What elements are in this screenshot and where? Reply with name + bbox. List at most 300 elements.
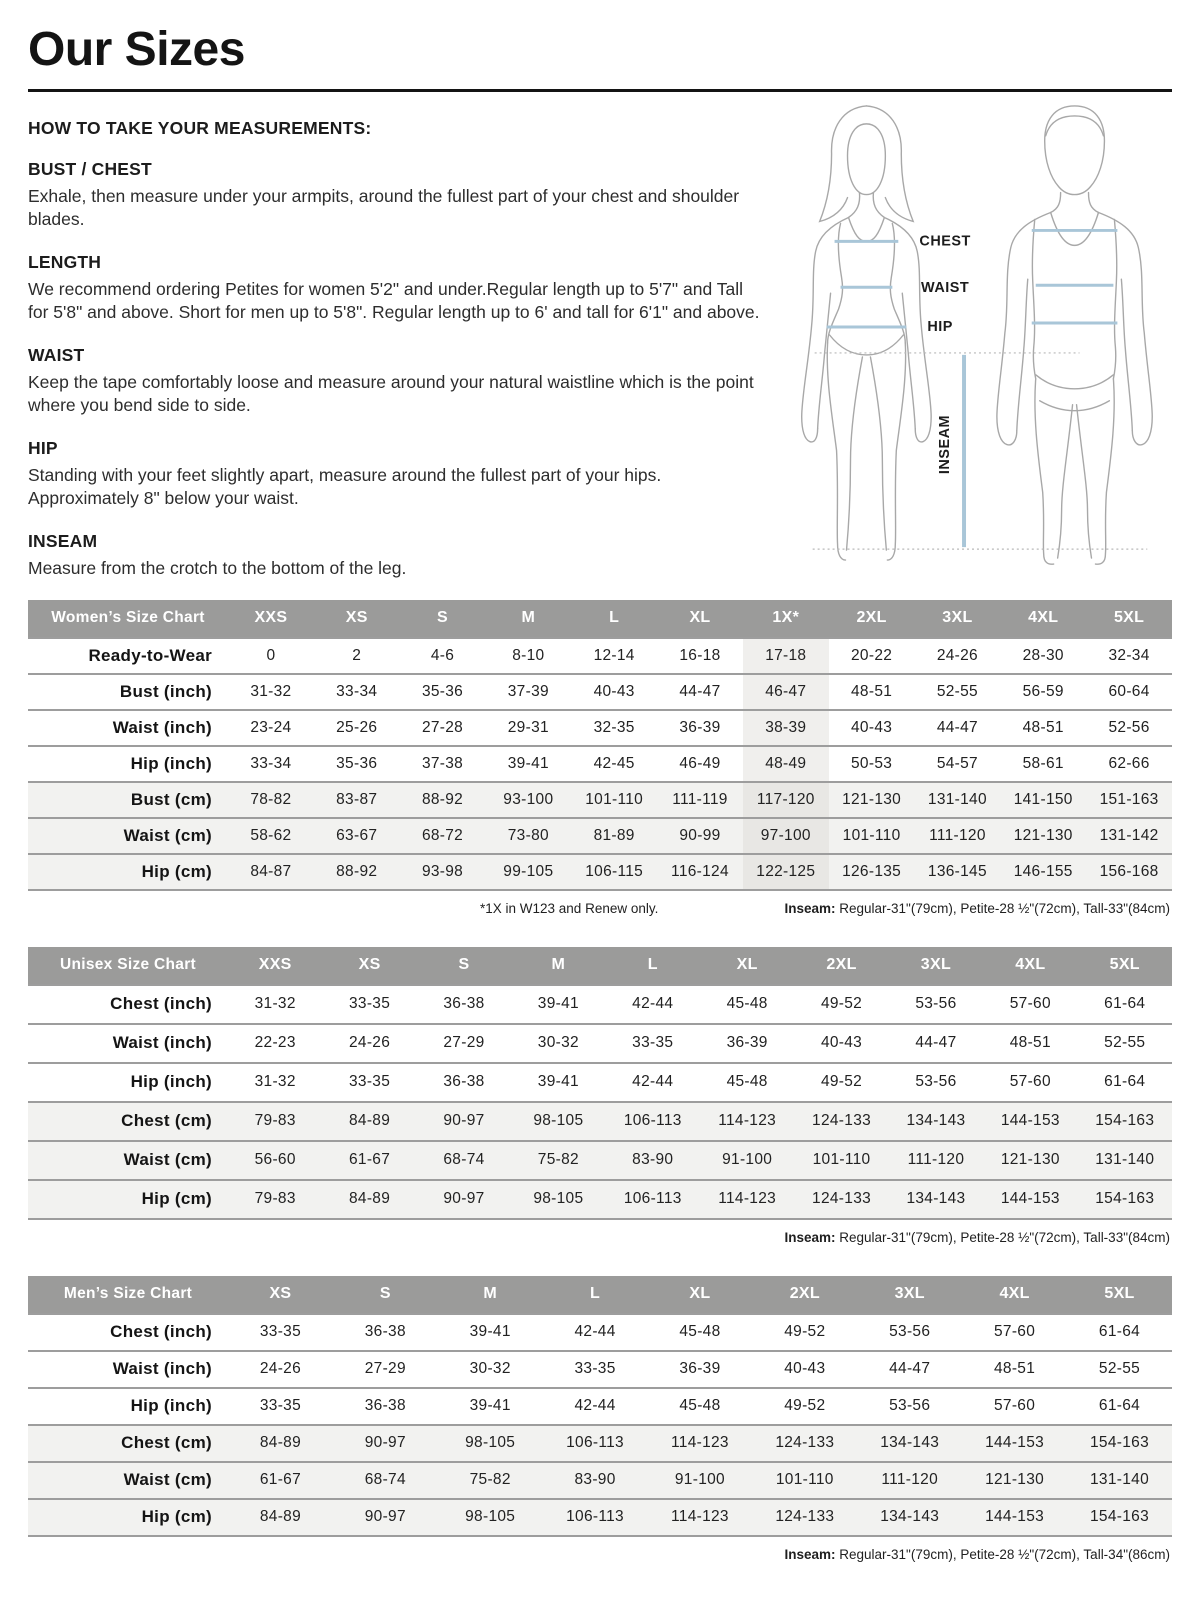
size-cell: 117-120 — [743, 782, 829, 818]
size-cell: 126-135 — [829, 854, 915, 890]
size-column-header: L — [543, 1276, 648, 1314]
size-cell: 91-100 — [700, 1141, 794, 1180]
size-cell: 22-23 — [228, 1024, 322, 1063]
row-label: Chest (cm) — [28, 1425, 228, 1462]
mens-inseam-note-text: Regular-31"(79cm), Petite-28 ½"(72cm), Tall-34"(86cm) — [835, 1546, 1170, 1562]
size-cell: 62-66 — [1086, 746, 1172, 782]
size-column-header: 3XL — [857, 1276, 962, 1314]
size-cell: 131-142 — [1086, 818, 1172, 854]
inseam-label: INSEAM — [937, 415, 954, 475]
size-cell: 101-110 — [752, 1462, 857, 1499]
size-cell: 131-140 — [1067, 1462, 1172, 1499]
row-label: Waist (cm) — [28, 1141, 228, 1180]
size-cell: 61-64 — [1067, 1314, 1172, 1351]
size-cell: 49-52 — [794, 1063, 888, 1102]
chest-label: CHEST — [919, 233, 971, 250]
size-cell: 27-29 — [333, 1351, 438, 1388]
size-column-header: S — [333, 1276, 438, 1314]
size-cell: 93-98 — [400, 854, 486, 890]
size-cell: 40-43 — [752, 1351, 857, 1388]
size-cell: 36-38 — [333, 1388, 438, 1425]
size-cell: 146-155 — [1000, 854, 1086, 890]
size-cell: 42-44 — [543, 1388, 648, 1425]
page-title: Our Sizes — [28, 23, 245, 76]
unisex-inseam-note-text: Regular-31"(79cm), Petite-28 ½"(72cm), Tall-33"(84cm) — [835, 1229, 1170, 1245]
measurements-section — [28, 96, 1172, 580]
row-label: Hip (cm) — [28, 1499, 228, 1536]
size-column-header: M — [485, 600, 571, 638]
womens-1x-footnote: *1X in W123 and Renew only. — [480, 900, 659, 916]
table-row — [28, 746, 1172, 782]
unisex-size-table — [28, 947, 1172, 1220]
size-cell: 36-38 — [417, 985, 511, 1024]
size-column-header: 3XL — [915, 600, 1001, 638]
size-cell: 61-64 — [1078, 985, 1172, 1024]
size-cell: 97-100 — [743, 818, 829, 854]
size-cell: 8-10 — [485, 638, 571, 674]
size-cell: 52-55 — [915, 674, 1001, 710]
section-heading-hip: HIP — [28, 437, 58, 458]
size-cell: 75-82 — [511, 1141, 605, 1180]
size-cell: 45-48 — [700, 985, 794, 1024]
size-cell: 90-99 — [657, 818, 743, 854]
size-table — [28, 1276, 1172, 1537]
size-cell: 111-120 — [857, 1462, 962, 1499]
measurement-instructions — [28, 96, 763, 580]
row-label: Waist (inch) — [28, 710, 228, 746]
size-cell: 38-39 — [743, 710, 829, 746]
size-cell: 75-82 — [438, 1462, 543, 1499]
size-cell: 52-55 — [1078, 1024, 1172, 1063]
section-text-waist: Keep the tape comfortably loose and measure around your natural waistline which is the point where you bend side to side. — [28, 371, 754, 416]
unisex-inseam-note — [784, 1230, 1170, 1245]
size-column-header: 1X* — [743, 600, 829, 638]
size-cell: 48-51 — [1000, 710, 1086, 746]
size-cell: 50-53 — [829, 746, 915, 782]
size-cell: 154-163 — [1078, 1180, 1172, 1219]
size-cell: 124-133 — [752, 1499, 857, 1536]
size-cell: 33-34 — [314, 674, 400, 710]
row-label: Hip (inch) — [28, 746, 228, 782]
size-column-header: S — [417, 947, 511, 985]
size-cell: 154-163 — [1067, 1425, 1172, 1462]
row-label: Chest (inch) — [28, 985, 228, 1024]
size-cell: 27-29 — [417, 1024, 511, 1063]
table-row — [28, 1462, 1172, 1499]
size-cell: 121-130 — [962, 1462, 1067, 1499]
row-label: Waist (inch) — [28, 1024, 228, 1063]
row-label: Hip (cm) — [28, 854, 228, 890]
size-column-header: L — [606, 947, 700, 985]
table-title: Unisex Size Chart — [28, 947, 228, 985]
size-cell: 24-26 — [322, 1024, 416, 1063]
size-cell: 144-153 — [983, 1102, 1077, 1141]
size-column-header: M — [511, 947, 605, 985]
womens-size-chart-section — [28, 600, 1172, 921]
size-cell: 30-32 — [438, 1351, 543, 1388]
mens-inseam-note — [784, 1547, 1170, 1562]
size-cell: 36-39 — [700, 1024, 794, 1063]
womens-inseam-note-label: Inseam: — [784, 900, 836, 916]
unisex-size-chart-section — [28, 947, 1172, 1250]
row-label: Waist (cm) — [28, 818, 228, 854]
size-cell: 124-133 — [794, 1180, 888, 1219]
size-cell: 58-61 — [1000, 746, 1086, 782]
size-cell: 83-90 — [606, 1141, 700, 1180]
size-cell: 42-44 — [606, 985, 700, 1024]
size-cell: 56-60 — [228, 1141, 322, 1180]
section-heading-length: LENGTH — [28, 251, 102, 272]
unisex-table-notes — [28, 1230, 1172, 1250]
size-cell: 27-28 — [400, 710, 486, 746]
size-column-header: XL — [657, 600, 743, 638]
size-cell: 44-47 — [857, 1351, 962, 1388]
size-column-header: 2XL — [829, 600, 915, 638]
size-cell: 61-67 — [322, 1141, 416, 1180]
size-column-header: 5XL — [1086, 600, 1172, 638]
size-column-header: 5XL — [1067, 1276, 1172, 1314]
size-column-header: 5XL — [1078, 947, 1172, 985]
section-text-length: We recommend ordering Petites for women 5'2" and under.Regular length up to 5'7" and Tall for 5'8" and above. Short for men up to 5'8". Regular length up to 6' and tall for 6'1" and above. — [28, 278, 760, 323]
size-cell: 29-31 — [485, 710, 571, 746]
size-cell: 36-39 — [657, 710, 743, 746]
row-label: Hip (inch) — [28, 1063, 228, 1102]
size-cell: 134-143 — [889, 1102, 983, 1141]
size-cell: 98-105 — [511, 1180, 605, 1219]
size-cell: 60-64 — [1086, 674, 1172, 710]
size-cell: 83-87 — [314, 782, 400, 818]
size-cell: 52-56 — [1086, 710, 1172, 746]
table-row — [28, 1351, 1172, 1388]
size-cell: 48-51 — [829, 674, 915, 710]
size-cell: 42-44 — [543, 1314, 648, 1351]
size-cell: 91-100 — [648, 1462, 753, 1499]
size-cell: 121-130 — [983, 1141, 1077, 1180]
size-cell: 23-24 — [228, 710, 314, 746]
title-divider — [28, 89, 1172, 92]
size-cell: 36-38 — [333, 1314, 438, 1351]
size-cell: 111-120 — [915, 818, 1001, 854]
size-cell: 73-80 — [485, 818, 571, 854]
size-cell: 53-56 — [857, 1388, 962, 1425]
size-cell: 39-41 — [485, 746, 571, 782]
table-row — [28, 818, 1172, 854]
size-cell: 114-123 — [648, 1425, 753, 1462]
size-cell: 20-22 — [829, 638, 915, 674]
size-cell: 48-51 — [983, 1024, 1077, 1063]
size-cell: 33-35 — [606, 1024, 700, 1063]
row-label: Bust (cm) — [28, 782, 228, 818]
table-row — [28, 674, 1172, 710]
table-row — [28, 782, 1172, 818]
size-cell: 33-35 — [228, 1314, 333, 1351]
figures-illustration — [768, 96, 1172, 574]
size-cell: 53-56 — [889, 985, 983, 1024]
size-cell: 33-34 — [228, 746, 314, 782]
size-column-header: M — [438, 1276, 543, 1314]
size-cell: 25-26 — [314, 710, 400, 746]
size-cell: 134-143 — [857, 1425, 962, 1462]
size-column-header: XS — [314, 600, 400, 638]
size-column-header: XS — [322, 947, 416, 985]
size-cell: 111-120 — [889, 1141, 983, 1180]
mens-size-table — [28, 1276, 1172, 1537]
section-text-hip: Standing with your feet slightly apart, measure around the fullest part of your hips. Approximately 8" below your waist. — [28, 464, 662, 509]
size-cell: 40-43 — [794, 1024, 888, 1063]
size-cell: 134-143 — [857, 1499, 962, 1536]
size-cell: 116-124 — [657, 854, 743, 890]
size-cell: 121-130 — [1000, 818, 1086, 854]
size-column-header: 2XL — [752, 1276, 857, 1314]
table-row — [28, 1499, 1172, 1536]
size-cell: 101-110 — [794, 1141, 888, 1180]
size-cell: 0 — [228, 638, 314, 674]
size-cell: 83-90 — [543, 1462, 648, 1499]
size-cell: 39-41 — [438, 1388, 543, 1425]
size-cell: 88-92 — [314, 854, 400, 890]
table-row — [28, 1388, 1172, 1425]
size-cell: 37-38 — [400, 746, 486, 782]
size-cell: 37-39 — [485, 674, 571, 710]
size-cell: 134-143 — [889, 1180, 983, 1219]
size-cell: 106-113 — [606, 1180, 700, 1219]
size-cell: 90-97 — [333, 1499, 438, 1536]
size-cell: 106-113 — [543, 1425, 648, 1462]
size-cell: 36-38 — [417, 1063, 511, 1102]
size-cell: 58-62 — [228, 818, 314, 854]
size-cell: 57-60 — [962, 1314, 1067, 1351]
table-row — [28, 638, 1172, 674]
size-cell: 17-18 — [743, 638, 829, 674]
size-cell: 39-41 — [438, 1314, 543, 1351]
size-cell: 99-105 — [485, 854, 571, 890]
size-cell: 54-57 — [915, 746, 1001, 782]
size-cell: 33-35 — [543, 1351, 648, 1388]
size-cell: 98-105 — [438, 1425, 543, 1462]
size-cell: 57-60 — [983, 985, 1077, 1024]
size-cell: 35-36 — [314, 746, 400, 782]
size-cell: 124-133 — [752, 1425, 857, 1462]
size-cell: 4-6 — [400, 638, 486, 674]
size-cell: 101-110 — [571, 782, 657, 818]
size-cell: 48-51 — [962, 1351, 1067, 1388]
unisex-inseam-note-label: Inseam: — [784, 1229, 836, 1245]
womens-inseam-note-text: Regular-31"(79cm), Petite-28 ½"(72cm), Tall-33"(84cm) — [835, 900, 1170, 916]
size-cell: 53-56 — [889, 1063, 983, 1102]
mens-inseam-note-label: Inseam: — [784, 1546, 836, 1562]
row-label: Chest (cm) — [28, 1102, 228, 1141]
size-cell: 114-123 — [700, 1102, 794, 1141]
size-guide-page — [28, 22, 1172, 1567]
size-cell: 40-43 — [829, 710, 915, 746]
body-measurement-diagram — [763, 96, 1172, 580]
size-column-header: 3XL — [889, 947, 983, 985]
size-cell: 84-89 — [322, 1180, 416, 1219]
size-cell: 136-145 — [915, 854, 1001, 890]
size-cell: 61-64 — [1067, 1388, 1172, 1425]
size-cell: 61-67 — [228, 1462, 333, 1499]
section-heading-inseam: INSEAM — [28, 530, 98, 551]
size-cell: 35-36 — [400, 674, 486, 710]
size-cell: 33-35 — [228, 1388, 333, 1425]
measurement-lines — [813, 230, 1148, 549]
size-cell: 78-82 — [228, 782, 314, 818]
size-cell: 42-44 — [606, 1063, 700, 1102]
size-cell: 36-39 — [648, 1351, 753, 1388]
size-cell: 56-59 — [1000, 674, 1086, 710]
size-column-header: 4XL — [983, 947, 1077, 985]
size-cell: 39-41 — [511, 1063, 605, 1102]
size-cell: 111-119 — [657, 782, 743, 818]
section-heading-bust-chest: BUST / CHEST — [28, 159, 152, 179]
table-title: Men’s Size Chart — [28, 1276, 228, 1314]
section-text-bust-chest: Exhale, then measure under your armpits, around the fullest part of your chest and shoulder blades. — [28, 186, 740, 230]
size-cell: 31-32 — [228, 985, 322, 1024]
size-cell: 98-105 — [438, 1499, 543, 1536]
size-cell: 144-153 — [962, 1499, 1067, 1536]
size-cell: 42-45 — [571, 746, 657, 782]
size-cell: 24-26 — [228, 1351, 333, 1388]
size-cell: 57-60 — [962, 1388, 1067, 1425]
size-cell: 30-32 — [511, 1024, 605, 1063]
size-cell: 151-163 — [1086, 782, 1172, 818]
table-row — [28, 1024, 1172, 1063]
table-title: Women’s Size Chart — [28, 600, 228, 638]
size-table — [28, 600, 1172, 891]
size-cell: 32-35 — [571, 710, 657, 746]
size-cell: 31-32 — [228, 674, 314, 710]
size-cell: 84-89 — [228, 1425, 333, 1462]
size-cell: 156-168 — [1086, 854, 1172, 890]
size-cell: 131-140 — [915, 782, 1001, 818]
table-row — [28, 1180, 1172, 1219]
size-cell: 33-35 — [322, 1063, 416, 1102]
female-figure-outline — [802, 106, 931, 560]
size-column-header: XXS — [228, 600, 314, 638]
size-cell: 84-89 — [228, 1499, 333, 1536]
size-cell: 101-110 — [829, 818, 915, 854]
size-cell: 106-115 — [571, 854, 657, 890]
size-cell: 44-47 — [915, 710, 1001, 746]
size-cell: 106-113 — [606, 1102, 700, 1141]
size-cell: 93-100 — [485, 782, 571, 818]
size-cell: 40-43 — [571, 674, 657, 710]
size-cell: 90-97 — [417, 1180, 511, 1219]
size-column-header: XXS — [228, 947, 322, 985]
size-cell: 45-48 — [648, 1388, 753, 1425]
size-cell: 144-153 — [983, 1180, 1077, 1219]
size-cell: 79-83 — [228, 1180, 322, 1219]
size-cell: 122-125 — [743, 854, 829, 890]
size-cell: 84-89 — [322, 1102, 416, 1141]
table-row — [28, 1425, 1172, 1462]
size-cell: 49-52 — [752, 1314, 857, 1351]
size-column-header: XL — [648, 1276, 753, 1314]
table-row — [28, 1141, 1172, 1180]
table-row — [28, 1314, 1172, 1351]
size-column-header: S — [400, 600, 486, 638]
size-cell: 90-97 — [333, 1425, 438, 1462]
size-cell: 52-55 — [1067, 1351, 1172, 1388]
size-cell: 2 — [314, 638, 400, 674]
size-cell: 49-52 — [752, 1388, 857, 1425]
size-column-header: 4XL — [962, 1276, 1067, 1314]
size-cell: 45-48 — [648, 1314, 753, 1351]
size-cell: 63-67 — [314, 818, 400, 854]
size-column-header: XS — [228, 1276, 333, 1314]
table-row — [28, 1102, 1172, 1141]
size-cell: 49-52 — [794, 985, 888, 1024]
hip-label: HIP — [927, 319, 953, 336]
row-label: Waist (cm) — [28, 1462, 228, 1499]
row-label: Hip (cm) — [28, 1180, 228, 1219]
size-cell: 68-74 — [417, 1141, 511, 1180]
size-cell: 16-18 — [657, 638, 743, 674]
size-cell: 61-64 — [1078, 1063, 1172, 1102]
size-cell: 44-47 — [657, 674, 743, 710]
size-cell: 79-83 — [228, 1102, 322, 1141]
male-figure-outline — [997, 106, 1152, 564]
size-cell: 32-34 — [1086, 638, 1172, 674]
table-row — [28, 985, 1172, 1024]
waist-label: WAIST — [921, 280, 970, 297]
size-cell: 46-49 — [657, 746, 743, 782]
size-cell: 68-74 — [333, 1462, 438, 1499]
size-cell: 81-89 — [571, 818, 657, 854]
how-to-heading: HOW TO TAKE YOUR MEASUREMENTS: — [28, 118, 372, 138]
size-cell: 84-87 — [228, 854, 314, 890]
size-cell: 154-163 — [1067, 1499, 1172, 1536]
mens-table-notes — [28, 1547, 1172, 1567]
section-text-inseam: Measure from the crotch to the bottom of the leg. — [28, 557, 407, 578]
size-cell: 57-60 — [983, 1063, 1077, 1102]
size-cell: 46-47 — [743, 674, 829, 710]
size-cell: 90-97 — [417, 1102, 511, 1141]
size-cell: 98-105 — [511, 1102, 605, 1141]
size-cell: 44-47 — [889, 1024, 983, 1063]
size-cell: 114-123 — [700, 1180, 794, 1219]
size-cell: 131-140 — [1078, 1141, 1172, 1180]
size-cell: 53-56 — [857, 1314, 962, 1351]
row-label: Hip (inch) — [28, 1388, 228, 1425]
row-label: Ready-to-Wear — [28, 638, 228, 674]
womens-size-table — [28, 600, 1172, 891]
table-row — [28, 854, 1172, 890]
size-cell: 144-153 — [962, 1425, 1067, 1462]
size-cell: 12-14 — [571, 638, 657, 674]
womens-table-notes — [28, 901, 1172, 921]
size-cell: 31-32 — [228, 1063, 322, 1102]
size-cell: 39-41 — [511, 985, 605, 1024]
size-column-header: L — [571, 600, 657, 638]
size-column-header: XL — [700, 947, 794, 985]
section-heading-waist: WAIST — [28, 344, 85, 365]
table-row — [28, 710, 1172, 746]
size-cell: 88-92 — [400, 782, 486, 818]
size-cell: 28-30 — [1000, 638, 1086, 674]
mens-size-chart-section — [28, 1276, 1172, 1567]
size-cell: 114-123 — [648, 1499, 753, 1536]
size-cell: 121-130 — [829, 782, 915, 818]
size-cell: 24-26 — [915, 638, 1001, 674]
size-cell: 141-150 — [1000, 782, 1086, 818]
size-cell: 33-35 — [322, 985, 416, 1024]
size-column-header: 4XL — [1000, 600, 1086, 638]
row-label: Chest (inch) — [28, 1314, 228, 1351]
size-cell: 124-133 — [794, 1102, 888, 1141]
row-label: Bust (inch) — [28, 674, 228, 710]
size-cell: 68-72 — [400, 818, 486, 854]
